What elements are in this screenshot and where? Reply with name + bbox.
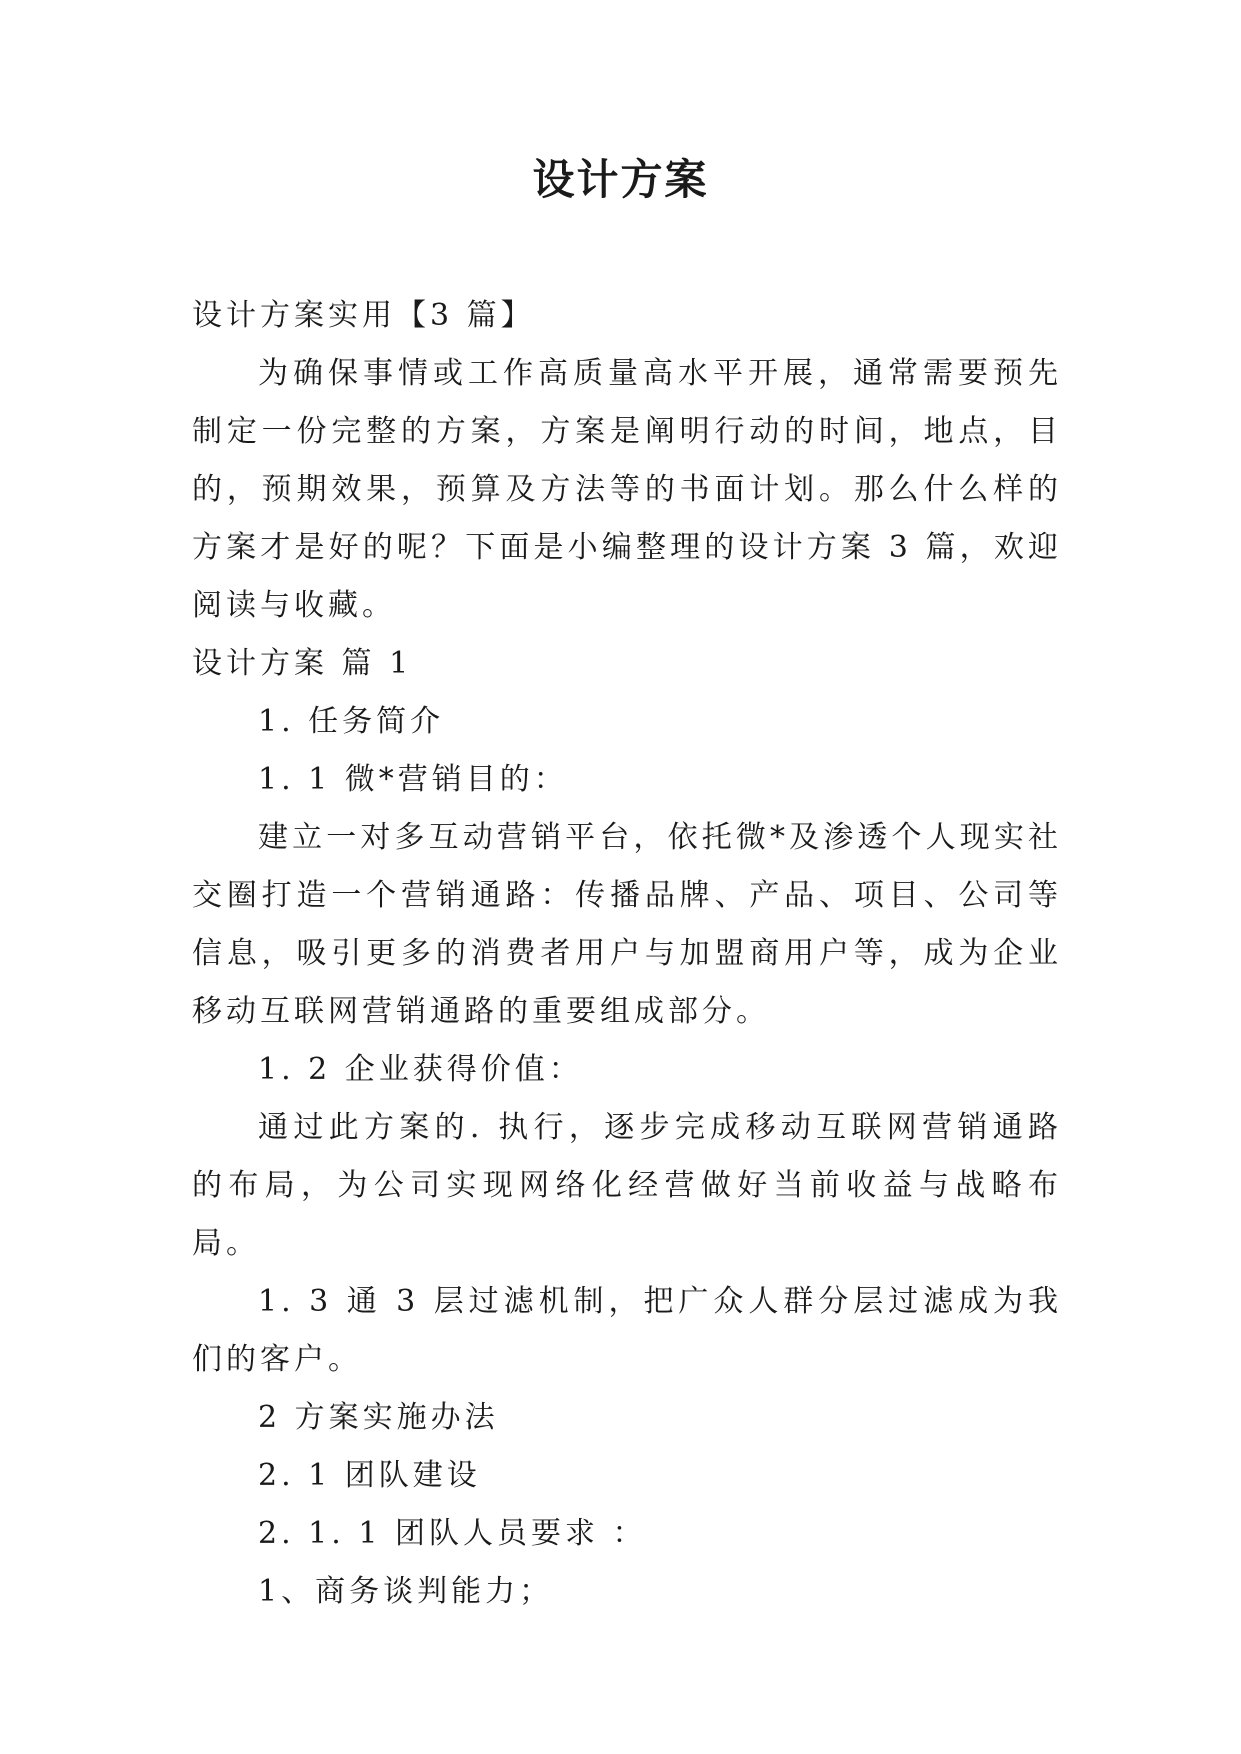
subsection-heading: 2 方案实施办法: [258, 1400, 499, 1435]
body-paragraph: 通过此方案的. 执行，逐步完成移动互联网营销通路的布局，为公司实现网络化经营做好当前收益与战略布局。: [192, 1110, 1062, 1261]
body-paragraph: 建立一对多互动营销平台，依托微*及渗透个人现实社交圈打造一个营销通路：传播品牌、产品、项目、公司等信息，吸引更多的消费者用户与加盟商用户等，成为企业移动互联网营销通路的重要组成部分。: [192, 820, 1062, 1029]
body-paragraph: 1. 3 通 3 层过滤机制，把广众人群分层过滤成为我们的客户。: [192, 1284, 1062, 1377]
subsection-heading: 2. 1. 1 团队人员要求 ：: [258, 1516, 647, 1551]
page-title: 设计方案: [532, 155, 709, 204]
document-body: [192, 287, 1062, 1621]
subsection-heading: 1. 任务简介: [258, 704, 445, 739]
list-item: 1、商务谈判能力；: [258, 1574, 554, 1609]
doc-intro-paragraph: 为确保事情或工作高质量高水平开展，通常需要预先制定一份完整的方案，方案是阐明行动的时间，地点，目的，预期效果，预算及方法等的书面计划。那么什么样的方案才是好的呢？下面是小编整理的设计方案 3 篇，欢迎阅读与收藏。: [192, 356, 1062, 623]
subsection-heading: 2. 1 团队建设: [258, 1458, 481, 1493]
subsection-heading: 1. 1 微*营销目的：: [258, 762, 568, 797]
subsection-heading: 1. 2 企业获得价值：: [258, 1052, 583, 1087]
doc-subtitle: 设计方案实用【3 篇】: [192, 298, 535, 333]
section-heading: 设计方案 篇 1: [192, 646, 413, 681]
